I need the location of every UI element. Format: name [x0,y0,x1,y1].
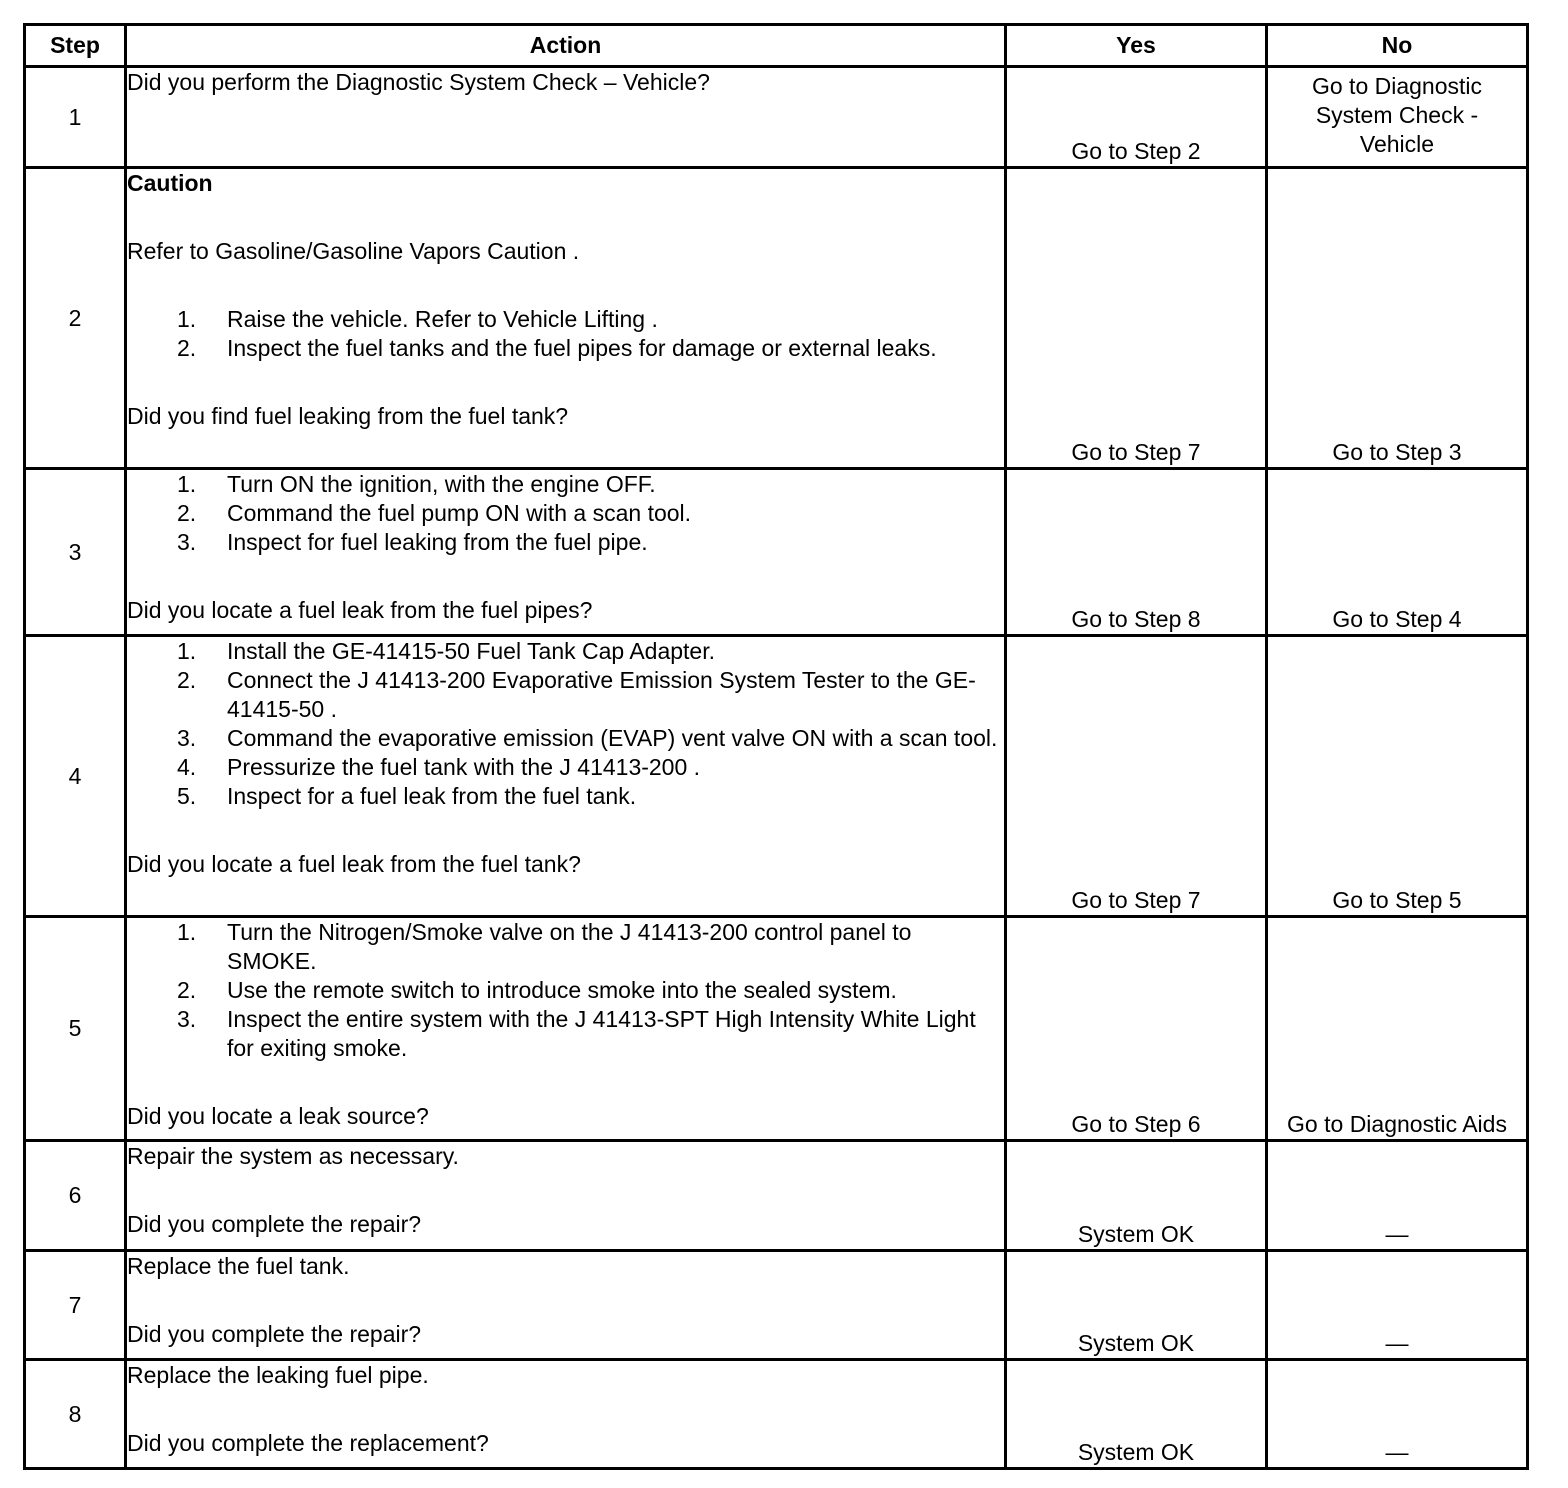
table-row [25,469,1528,636]
list-item: 4. Pressurize the fuel tank with the J 41413-200 . [177,754,701,780]
no-result [1267,67,1528,168]
list-item: 1. Turn the Nitrogen/Smoke valve on the J 41413-200 control panel to SMOKE. [177,919,912,974]
header-action: Action [126,25,1006,67]
action-question: Did you locate a fuel leak from the fuel tank? [127,851,581,877]
table-row [25,1141,1528,1251]
action-cell [126,636,1006,917]
action-question: Did you find fuel leaking from the fuel tank? [127,403,569,429]
action-instruction: Repair the system as necessary. [127,1143,459,1169]
list-item: 2. Inspect the fuel tanks and the fuel pipes for damage or external leaks. [177,335,937,361]
table-row [25,67,1528,168]
list-item: 1. Install the GE-41415-50 Fuel Tank Cap Adapter. [177,638,715,664]
table-row [25,1251,1528,1360]
no-result: Go to Step 5 [1267,636,1528,917]
action-question: Did you complete the repair? [127,1321,422,1347]
step-number: 5 [25,917,126,1141]
action-question: Did you complete the replacement? [127,1430,489,1456]
yes-result: System OK [1006,1360,1267,1469]
caution-text: Refer to Gasoline/Gasoline Vapors Caution . [127,238,580,264]
list-item: 2. Use the remote switch to introduce smoke into the sealed system. [177,977,897,1003]
table-row [25,1360,1528,1469]
table-row [25,636,1528,917]
action-cell [126,168,1006,469]
yes-result: Go to Step 6 [1006,917,1267,1141]
yes-result: System OK [1006,1251,1267,1360]
action-cell [126,67,1006,168]
step-number: 6 [25,1141,126,1251]
header-row [25,25,1528,67]
header-yes: Yes [1006,25,1267,67]
yes-result: Go to Step 7 [1006,168,1267,469]
list-item: 1. Raise the vehicle. Refer to Vehicle Lifting . [177,306,658,332]
caution-label: Caution [127,170,213,196]
step-number: 4 [25,636,126,917]
step-number: 2 [25,168,126,469]
action-question: Did you locate a fuel leak from the fuel pipes? [127,597,593,623]
action-cell [126,1141,1006,1251]
yes-result: System OK [1006,1141,1267,1251]
table-row [25,917,1528,1141]
action-question: Did you locate a leak source? [127,1103,429,1129]
action-question: Did you complete the repair? [127,1211,422,1237]
no-result: — [1267,1251,1528,1360]
step-number: 1 [25,67,126,168]
step-number: 8 [25,1360,126,1469]
table-row [25,168,1528,469]
action-cell [126,469,1006,636]
procedure-list [127,305,1004,363]
action-instruction: Replace the leaking fuel pipe. [127,1362,429,1388]
action-question: Did you perform the Diagnostic System Check – Vehicle? [127,69,710,95]
list-item: 2. Command the fuel pump ON with a scan tool. [177,500,692,526]
yes-result: Go to Step 2 [1006,67,1267,168]
no-result: — [1267,1141,1528,1251]
yes-result: Go to Step 7 [1006,636,1267,917]
no-result: Go to Step 3 [1267,168,1528,469]
list-item: 5. Inspect for a fuel leak from the fuel tank. [177,783,637,809]
no-result-text: Go to Diagnostic System Check - Vehicle [1311,73,1483,157]
list-item: 1. Turn ON the ignition, with the engine OFF. [177,471,656,497]
header-no: No [1267,25,1528,67]
header-step: Step [25,25,126,67]
list-item: 2. Connect the J 41413-200 Evaporative Emission System Tester to the GE-41415-50 . [177,667,976,722]
action-instruction: Replace the fuel tank. [127,1253,350,1279]
list-item: 3. Command the evaporative emission (EVAP) vent valve ON with a scan tool. [177,725,998,751]
step-number: 3 [25,469,126,636]
procedure-list [127,918,1004,1063]
diagnostic-table [23,23,1529,1470]
yes-result: Go to Step 8 [1006,469,1267,636]
action-cell [126,1360,1006,1469]
no-result: Go to Step 4 [1267,469,1528,636]
step-number: 7 [25,1251,126,1360]
no-result: — [1267,1360,1528,1469]
action-cell [126,1251,1006,1360]
procedure-list [127,470,1004,557]
list-item: 3. Inspect the entire system with the J 41413-SPT High Intensity White Light for exiting smoke. [177,1006,976,1061]
procedure-list [127,637,1004,811]
list-item: 3. Inspect for fuel leaking from the fuel pipe. [177,529,648,555]
no-result: Go to Diagnostic Aids [1267,917,1528,1141]
action-cell [126,917,1006,1141]
